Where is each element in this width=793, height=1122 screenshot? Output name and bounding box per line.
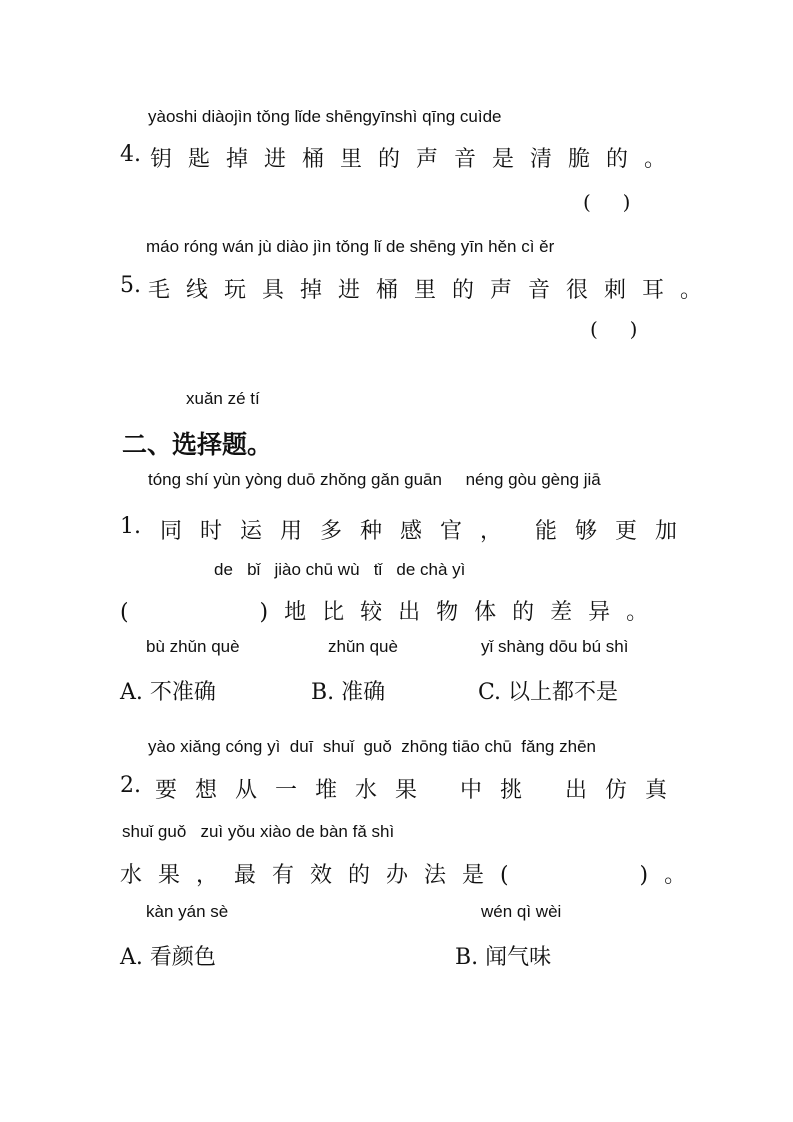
- q5-pinyin: máo róng wán jù diào jìn tǒng lǐ de shēng yīn hěn cì ěr: [146, 237, 555, 256]
- q5-number: 5.: [120, 273, 141, 298]
- c1-pinyin-line2: de bǐ jiào chū wù tǐ de chà yì: [214, 560, 466, 579]
- c2-number: 2.: [120, 773, 141, 798]
- c2-option-a-pinyin: kàn yán sè: [146, 902, 229, 921]
- q5-answer-blank[interactable]: ( ): [590, 317, 638, 341]
- c2-line1: 要想从一堆水果 中挑 出仿真: [155, 778, 685, 803]
- c2-option-b[interactable]: B. 闻气味: [455, 945, 552, 970]
- section-pinyin: xuǎn zé tí: [186, 389, 260, 408]
- section-heading: 二、选择题。: [122, 430, 273, 459]
- c2-pinyin-line2: shuǐ guǒ zuì yǒu xiào de bàn fǎ shì: [122, 822, 395, 841]
- c1-option-b[interactable]: B. 准确: [311, 680, 386, 705]
- c1-line1b: 能够更加: [535, 519, 696, 544]
- q4-answer-blank[interactable]: ( ): [583, 190, 631, 214]
- c2-option-b-pinyin: wén qì wèi: [481, 902, 562, 921]
- c1-number: 1.: [120, 514, 141, 539]
- q5-text: 毛线玩具掉进桶里的声音很刺耳。: [148, 278, 719, 303]
- c1-option-c[interactable]: C. 以上都不是: [478, 680, 619, 705]
- c1-line2: ( )地比较出物体的差异。: [120, 600, 665, 625]
- q4-number: 4.: [120, 142, 141, 167]
- c1-line1a: 同时运用多种感官，: [160, 519, 521, 544]
- q4-text: 钥匙掉进桶里的声音是清脆的。: [150, 147, 683, 172]
- c2-pinyin-line1: yào xiǎng cóng yì duī shuǐ guǒ zhōng tiāo chū fǎng zhēn: [148, 737, 596, 756]
- q4-pinyin: yàoshi diàojìn tǒng lǐde shēngyīnshì qīng cuìde: [148, 107, 502, 126]
- c1-pinyin-line1: tóng shí yùn yòng duō zhǒng gǎn guān néng gòu gèng jiā: [148, 470, 601, 489]
- c1-option-a-pinyin: bù zhǔn què: [146, 637, 240, 656]
- c2-option-a[interactable]: A. 看颜色: [120, 945, 216, 970]
- c1-option-a[interactable]: A. 不准确: [120, 680, 216, 705]
- c2-line2: 水果，最有效的办法是( )。: [120, 863, 703, 888]
- c1-option-c-pinyin: yǐ shàng dōu bú shì: [481, 637, 629, 656]
- c1-option-b-pinyin: zhǔn què: [328, 637, 398, 656]
